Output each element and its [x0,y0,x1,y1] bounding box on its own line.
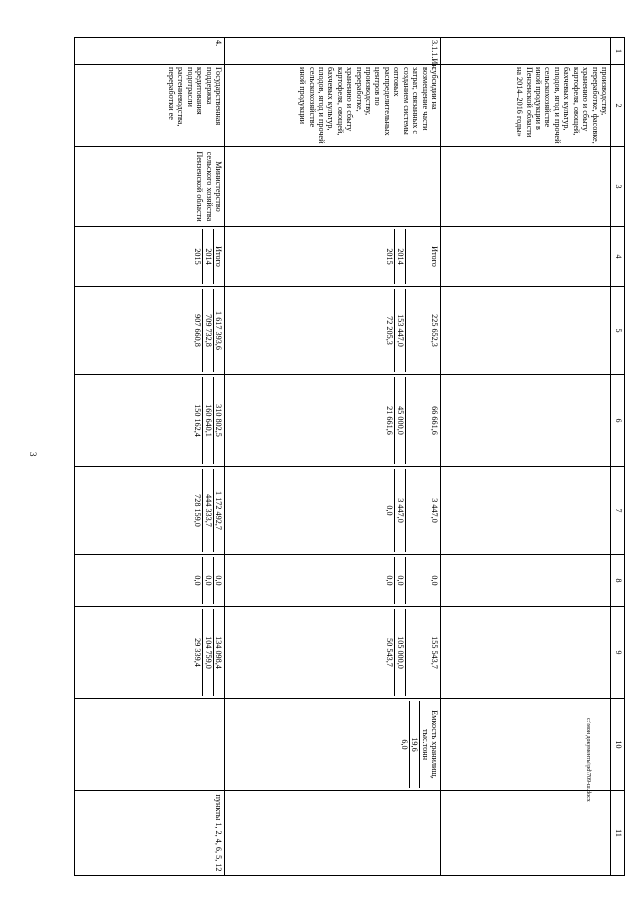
activity-name: производству, переработке, фасовке, хранению и сбыту картофеля, овощей, бахчевых культур, плодов, ягод и прочей сельскохозяйстве иной продукции в Пензенской области на 2014–2016 годы» [441,65,611,147]
value-2014: 153 447,0 [395,289,405,372]
value-total: 1 617 393,6 [214,311,223,350]
page-number: 3 [28,452,38,457]
value-2015: 728 159,0 [193,469,203,552]
value-cell [75,555,225,607]
value-2015: 21 661,6 [385,377,395,464]
indicator-label: Емкость хранилищ, тыс.тонн [420,710,439,779]
value-2015: 150 162,4 [193,377,203,464]
value-cell [75,287,225,375]
value-2014: 105 000,0 [395,609,405,696]
value-cell [225,375,441,467]
points [441,791,611,876]
value-2015: 0,0 [385,469,395,552]
header-cell: 11 [611,791,625,876]
points [225,791,441,876]
value-total: 0,0 [430,575,439,586]
value-2014: 3 447,0 [395,469,405,552]
indicator-2014: 19,6 [410,701,420,788]
header-cell: 3 [611,147,625,227]
rotated-table-container [65,37,625,875]
value-cell [225,287,441,375]
period-2015: 2015 [385,229,395,284]
header-cell: 1 [611,38,625,65]
indicator-2015: 6,0 [399,701,409,788]
row-number [441,38,611,65]
value-2014: 709 732,8 [203,289,213,372]
header-cell: 4 [611,227,625,287]
header-cell: 6 [611,375,625,467]
value-total: 134 098,4 [214,636,223,669]
value-cell [225,555,441,607]
value-2014: 444 333,7 [203,469,213,552]
value-total: 310 802,5 [214,404,223,437]
header-cell: 8 [611,555,625,607]
executor: Министерство сельского хозяйства Пензенской области [75,147,225,227]
header-cell: 7 [611,467,625,555]
value-2015: 907 660,8 [193,289,203,372]
program-table [74,37,625,876]
value-total: 3 447,0 [430,498,439,523]
activity-name: Государственная поддержка кредитования подотрасли растениеводства, переработки ее [75,65,225,147]
value-2014: 160 640,1 [203,377,213,464]
period-2014: 2014 [395,229,405,284]
value-2014: 45 000,0 [395,377,405,464]
value-cell [225,467,441,555]
value-2015: 0,0 [385,557,395,604]
activity-name: субсидии на возмещение части затрат, связанных с созданием системы оптовых распределительных центров по производству, переработке, хранению и сбыту картофеля, овощей, бахчевых культур, плодов, ягод и прочей сельскохозяйстве иной продукции [225,65,441,147]
header-row [611,38,625,876]
value-2015: 72 205,3 [385,289,395,372]
value-2015: 29 339,4 [193,609,203,696]
table-row [225,38,441,876]
value-cell [75,375,225,467]
value-total: 1 172 492,7 [214,491,223,530]
value-total: 0,0 [214,575,223,586]
header-cell: 10 [611,699,625,791]
period-cell [75,227,225,287]
value-2014: 104 759,0 [203,609,213,696]
value-2015: 50 543,7 [385,609,395,696]
table-row [75,38,225,876]
period-cell [225,227,441,287]
period-total: Итого [430,246,439,267]
value-cell [75,467,225,555]
row-number: 4. [75,38,225,65]
executor [441,147,611,227]
value-cell [225,607,441,699]
header-cell: 2 [611,65,625,147]
value-cell [75,607,225,699]
value-2014: 0,0 [395,557,405,604]
period-2015: 2015 [193,229,203,284]
value-2015: 0,0 [193,557,203,604]
period-2014: 2014 [203,229,213,284]
value-total: 225 652,3 [430,314,439,347]
file-path-footer: c:\мои документы\pd\709-ш.docx [585,718,591,802]
value-total: 155 543,7 [430,636,439,669]
row-number: 3.1.1.Ин [225,38,441,65]
executor [225,147,441,227]
value-2014: 0,0 [203,557,213,604]
indicator-cell [225,699,441,791]
value-total: 66 661,6 [430,406,439,435]
header-cell: 9 [611,607,625,699]
points: пункты 1, 2, 4, 6, 5, 12 [75,791,225,876]
header-cell: 5 [611,287,625,375]
period-total: Итого [214,246,223,267]
